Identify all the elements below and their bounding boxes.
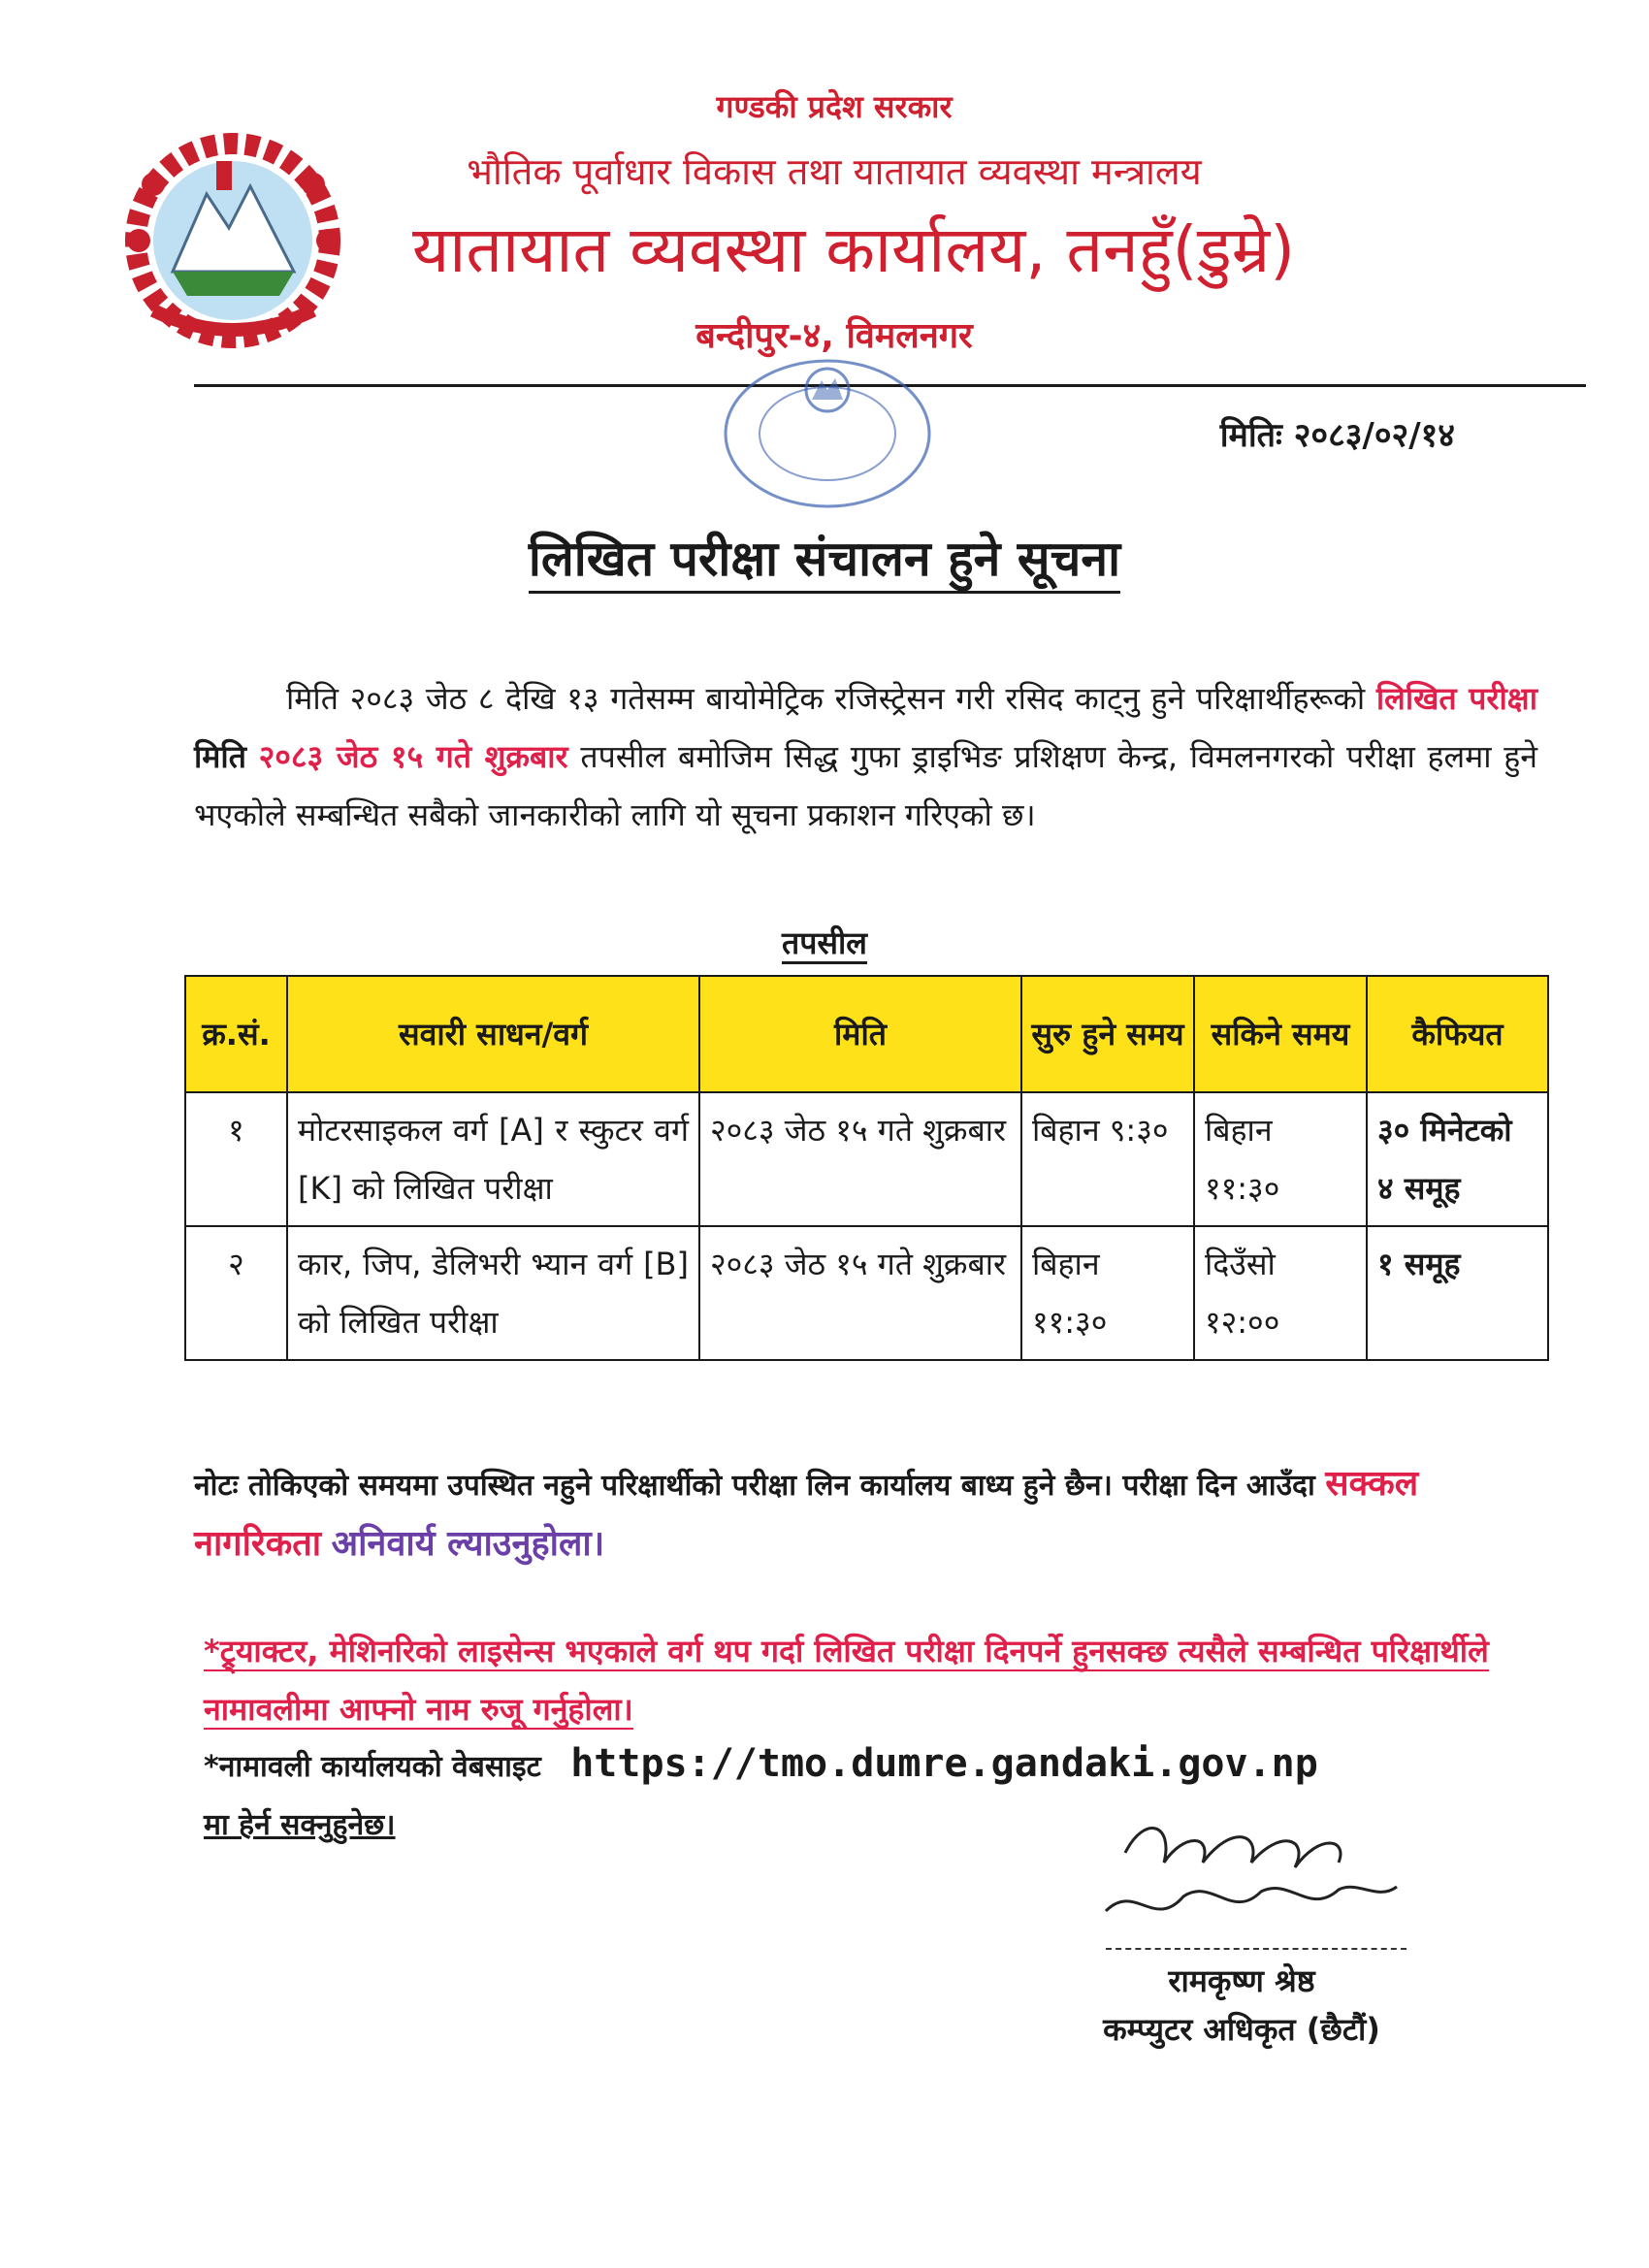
table-row xyxy=(185,1226,1548,1360)
signatory-name: रामकृष्ण श्रेष्ठ xyxy=(1168,1962,1315,1999)
col-header-vehicle: सवारी साधन/वर्ग xyxy=(287,976,699,1092)
cell-end: बिहान ११:३० xyxy=(1194,1092,1367,1226)
cell-end: दिउँसो १२:०० xyxy=(1194,1226,1367,1360)
cell-vehicle: मोटरसाइकल वर्ग [A] र स्कुटर वर्ग [K] को लिखित परीक्षा xyxy=(287,1092,699,1226)
cell-start: बिहान ११:३० xyxy=(1021,1226,1194,1360)
cell-vehicle: कार, जिप, डेलिभरी भ्यान वर्ग [B] को लिखित परीक्षा xyxy=(287,1226,699,1360)
note-highlight-mandatory: अनिवार्य ल्याउनुहोला। xyxy=(331,1524,605,1564)
nepal-emblem-icon xyxy=(114,126,352,349)
col-header-remark: कैफियत xyxy=(1367,976,1548,1092)
notice-body: मिति २०८३ जेठ ८ देखि १३ गतेसम्म बायोमेट्रिक रजिस्ट्रेसन गरी रसिद काट्नु हुने परिक्षार्थीहरूको लिखित परीक्षा मिति २०८३ जेठ १५ गते शुक्रबार तपसील बमोजिम सिद्ध गुफा ड्राइभिङ प्रशिक्षण केन्द्र, विमलनगरको परीक्षा हलमा हुने भएकोले सम्बन्धित सबैको जानकारीको लागि यो सूचना प्रकाशन गरिएको छ। xyxy=(194,680,1538,833)
highlight-exam: लिखित परीक्षा xyxy=(1375,680,1537,717)
note-block: नोटः तोकिएको समयमा उपस्थित नहुने परिक्षार्थीको परीक्षा लिन कार्यालय बाध्य हुने छैन। परीक्षा दिन आउँदा सक्कल नागरिकता अनिवार्य ल्याउनुहोला। xyxy=(194,1464,1419,1564)
signature-line xyxy=(1106,1948,1406,1950)
cell-date: २०८३ जेठ १५ गते शुक्रबार xyxy=(699,1092,1021,1226)
office-name: यातायात व्यवस्था कार्यालय, तनहुँ(डुम्रे) xyxy=(412,212,1295,287)
tractor-note: *ट्र्याक्टर, मेशिनरिको लाइसेन्स भएकाले वर्ग थप गर्दा लिखित परीक्षा दिनपर्ने हुनसक्छ त्यसैले सम्बन्धित परिक्षार्थीले नामावलीमा आफ्नो नाम रुजू गर्नुहोला। xyxy=(204,1633,1489,1728)
cell-remark: १ समूह xyxy=(1367,1226,1548,1360)
notice-date: मितिः २०८३/०२/१४ xyxy=(1219,416,1455,455)
cell-sn: २ xyxy=(185,1226,287,1360)
col-header-start: सुरु हुने समय xyxy=(1021,976,1194,1092)
schedule-table xyxy=(184,975,1549,1361)
website-link[interactable]: https://tmo.dumre.gandaki.gov.np xyxy=(570,1741,1318,1786)
cell-remark: ३० मिनेटको ४ समूह xyxy=(1367,1092,1548,1226)
col-header-sn: क्र.सं. xyxy=(185,976,287,1092)
schedule-caption: तपसील xyxy=(679,922,970,963)
col-header-end: सकिने समय xyxy=(1194,976,1367,1092)
note-highlight-citizenship: सक्कल नागरिकता xyxy=(194,1464,1419,1564)
highlight-exam-date: २०८३ जेठ १५ गते शुक्रबार xyxy=(258,738,568,775)
cell-sn: १ xyxy=(185,1092,287,1226)
cell-start: बिहान ९:३० xyxy=(1021,1092,1194,1226)
handwritten-signature-icon xyxy=(1086,1795,1436,1940)
table-header-row xyxy=(185,976,1548,1092)
ministry-name: भौतिक पूर्वाधार विकास तथा यातायात व्यवस्था मन्त्रालय xyxy=(467,150,1202,193)
table-row xyxy=(185,1092,1548,1226)
government-name: गण्डकी प्रदेश सरकार xyxy=(716,88,953,125)
office-address: बन्दीपुर-४, विमलनगर xyxy=(695,316,973,356)
notice-title: लिखित परीक्षा संचालन हुने सूचना xyxy=(291,524,1358,590)
office-seal-icon xyxy=(713,351,941,516)
cell-date: २०८३ जेठ १५ गते शुक्रबार xyxy=(699,1226,1021,1360)
signatory-post: कम्प्युटर अधिकृत (छैटौं) xyxy=(1103,2011,1380,2048)
website-note: *नामावली कार्यालयको वेबसाइट https://tmo.dumre.gandaki.gov.np मा हेर्न सक्नुहुनेछ। xyxy=(204,1741,1318,1842)
col-header-date: मिति xyxy=(699,976,1021,1092)
